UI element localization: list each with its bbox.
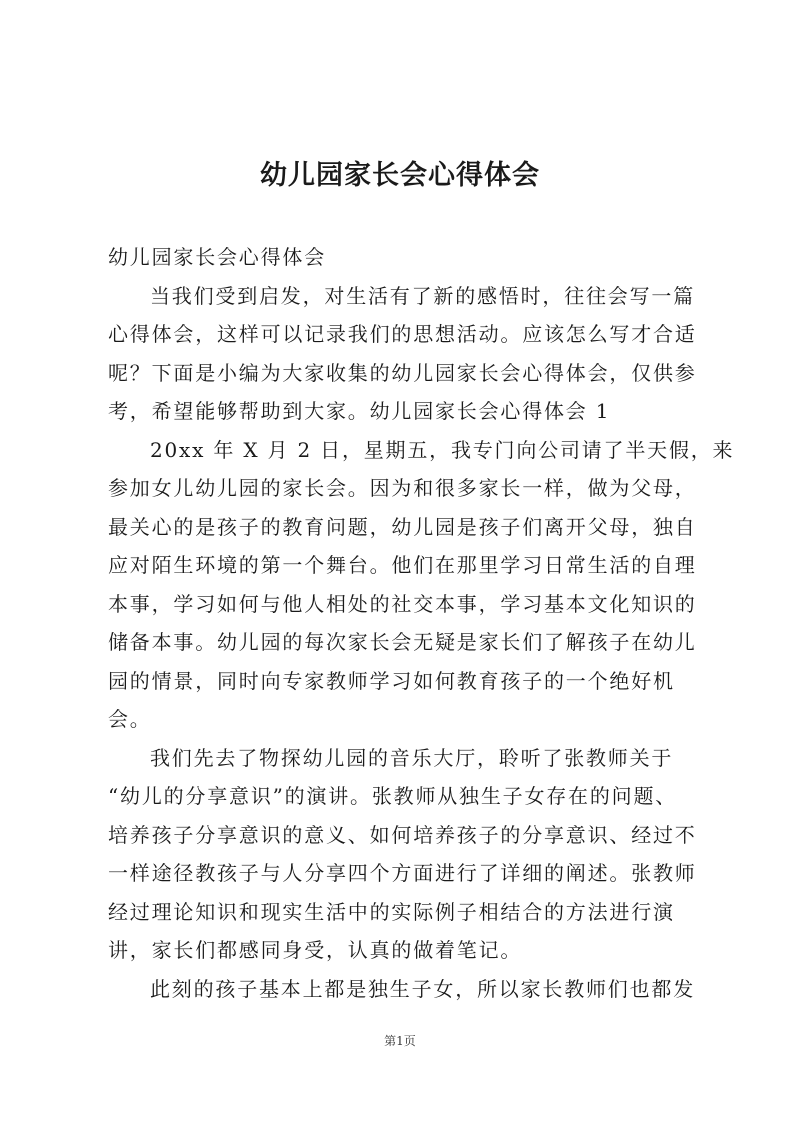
text-line: 园的情景，同时向专家教师学习如何教育孩子的一个绝好机: [108, 668, 675, 693]
text-line: 考，希望能够帮助到大家。幼儿园家长会心得体会 1: [108, 399, 611, 423]
text-line: 培养孩子分享意识的意义、如何培养孩子的分享意识、经过不: [108, 822, 697, 847]
text-line: 会。: [108, 707, 152, 731]
text-line: 此刻的孩子基本上都是独生子女，所以家长教师们也都发: [150, 976, 695, 1001]
page-number: 第1页: [384, 1034, 416, 1048]
text-line: “幼儿的分享意识”的演讲。张教师从独生子女存在的问题、: [108, 784, 678, 808]
text-line: 讲，家长们都感同身受，认真的做着笔记。: [108, 938, 523, 962]
text-line: 经过理论知识和现实生活中的实际例子相结合的方法进行演: [108, 899, 675, 924]
text-line: 20xx 年 X 月 2 日，星期五，我专门向公司请了半天假，来: [150, 437, 735, 462]
text-line: 储备本事。幼儿园的每次家长会无疑是家长们了解孩子在幼儿: [108, 630, 697, 654]
text-line: 参加女儿幼儿园的家长会。因为和很多家长一样，做为父母，: [108, 476, 697, 500]
text-line: 心得体会，这样可以记录我们的思想活动。应该怎么写才合适: [108, 322, 697, 346]
text-line: 我们先去了物探幼儿园的音乐大厅，聆听了张教师关于: [150, 745, 674, 770]
document-title: 幼儿园家长会心得体会: [260, 160, 540, 191]
text-line: 一样途径教孩子与人分享四个方面进行了详细的阐述。张教师: [108, 861, 697, 885]
document-body: [108, 238, 735, 1008]
text-line: 当我们受到启发，对生活有了新的感悟时，往往会写一篇: [150, 283, 695, 308]
text-line: 本事，学习如何与他人相处的社交本事，学习基本文化知识的: [108, 591, 697, 616]
text-line: 呢？下面是小编为大家收集的幼儿园家长会心得体会，仅供参: [108, 360, 697, 385]
text-line: 应对陌生环境的第一个舞台。他们在那里学习日常生活的自理: [108, 553, 697, 577]
text-line: 幼儿园家长会心得体会: [108, 245, 326, 269]
text-line: 最关心的是孩子的教育问题，幼儿园是孩子们离开父母，独自: [108, 514, 697, 539]
